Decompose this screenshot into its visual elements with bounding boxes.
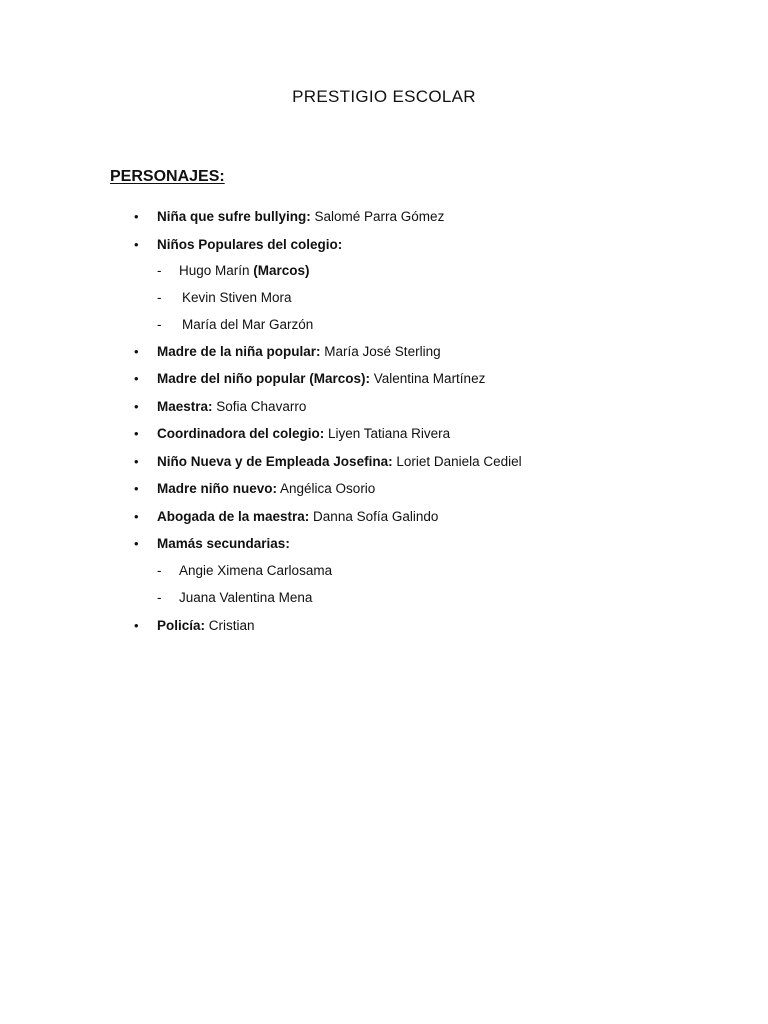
list-item — [134, 453, 522, 471]
sub-item-name: Hugo Marín — [179, 263, 254, 278]
list-item — [134, 236, 343, 254]
entry-value: Salomé Parra Gómez — [310, 209, 445, 224]
list-item — [134, 617, 255, 635]
entry-label: Maestra: — [157, 399, 213, 414]
sub-item-text — [182, 289, 292, 307]
bullet-icon: • — [134, 536, 139, 551]
list-item — [134, 343, 441, 361]
entry-label: Abogada de la maestra: — [157, 509, 310, 524]
list-item — [134, 480, 376, 498]
sub-item-name: Kevin Stiven Mora — [182, 290, 292, 305]
entry-value: Liyen Tatiana Rivera — [324, 426, 451, 441]
entry-value: Loriet Daniela Cediel — [392, 454, 522, 469]
bullet-icon: • — [134, 344, 139, 359]
bullet-icon: • — [134, 209, 139, 224]
entry-value: Angélica Osorio — [277, 481, 376, 496]
entry-label: Niño Nueva y de Empleada Josefina: — [157, 454, 393, 469]
entry-value: Sofia Chavarro — [212, 399, 307, 414]
dash-icon: - — [157, 263, 162, 278]
entry-label: Policía: — [157, 618, 206, 633]
list-item — [134, 398, 307, 416]
list-item — [134, 535, 290, 553]
bullet-icon: • — [134, 371, 139, 386]
entry-value: María José Sterling — [320, 344, 441, 359]
bullet-icon: • — [134, 509, 139, 524]
entry-value: Cristian — [205, 618, 255, 633]
entry-label: Mamás secundarias: — [157, 536, 290, 551]
sub-item-text — [179, 262, 310, 280]
list-item — [134, 508, 439, 526]
entry-label: Niña que sufre bullying: — [157, 209, 311, 224]
entry-label: Madre niño nuevo: — [157, 481, 278, 496]
bullet-icon: • — [134, 618, 139, 633]
list-item — [134, 425, 451, 443]
dash-icon: - — [157, 290, 162, 305]
sub-item-name: Angie Ximena Carlosama — [179, 563, 333, 578]
bullet-icon: • — [134, 454, 139, 469]
dash-icon: - — [157, 590, 162, 605]
sub-item-note: (Marcos) — [253, 263, 310, 278]
list-item — [134, 370, 486, 388]
document-title: PRESTIGIO ESCOLAR — [292, 87, 476, 106]
entry-value: Valentina Martínez — [370, 371, 486, 386]
list-item — [134, 208, 445, 226]
bullet-icon: • — [134, 399, 139, 414]
entry-label: Coordinadora del colegio: — [157, 426, 325, 441]
bullet-icon: • — [134, 426, 139, 441]
entry-label: Madre del niño popular (Marcos): — [157, 371, 371, 386]
entry-label: Niños Populares del colegio: — [157, 237, 343, 252]
dash-icon: - — [157, 317, 162, 332]
dash-icon: - — [157, 563, 162, 578]
bullet-icon: • — [134, 237, 139, 252]
entry-label: Madre de la niña popular: — [157, 344, 321, 359]
sub-item-name: María del Mar Garzón — [182, 317, 314, 332]
sub-item-text — [179, 589, 312, 607]
entry-value: Danna Sofía Galindo — [309, 509, 439, 524]
sub-item-name: Juana Valentina Mena — [179, 590, 313, 605]
section-heading-personajes: PERSONAJES: — [110, 168, 225, 185]
sub-item-text — [179, 562, 332, 580]
sub-item-text — [182, 316, 313, 334]
bullet-icon: • — [134, 481, 139, 496]
